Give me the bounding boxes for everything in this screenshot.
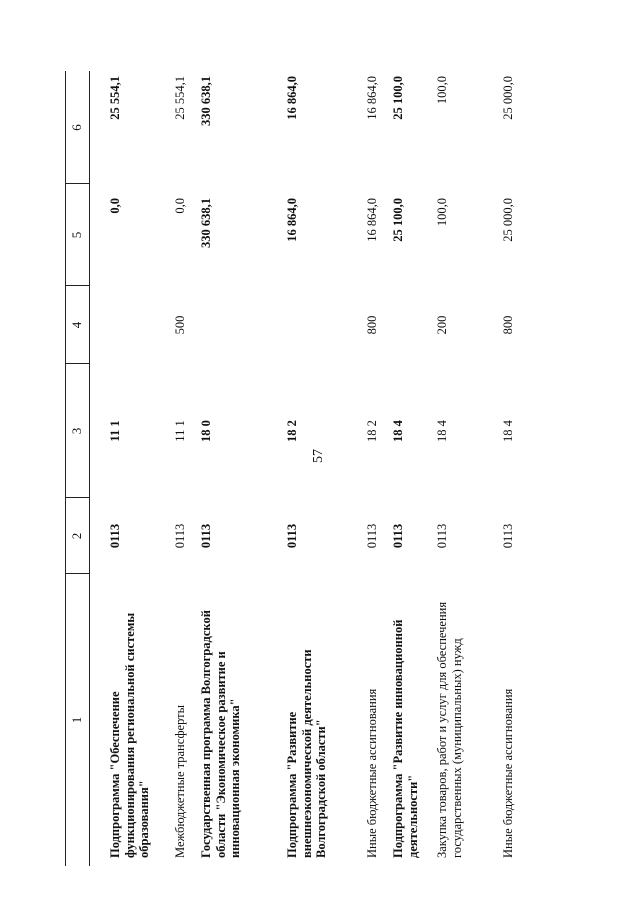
column-number-4: 4 [69, 321, 84, 329]
cell-col3: 18 2 [365, 420, 379, 442]
row-label: Подпрограмма "Развитие инновационной деятельности" [391, 619, 420, 858]
cell-col2: 0113 [173, 523, 187, 549]
cell-col6: 330 638,1 [199, 76, 213, 126]
cell-col5: 16 864,0 [285, 198, 299, 242]
column-number-6: 6 [69, 124, 84, 131]
cell-col6: 16 864,0 [365, 76, 379, 120]
cell-col5: 0,0 [173, 198, 187, 214]
cell-col5: 0,0 [108, 198, 122, 214]
cell-col6: 25 100,0 [391, 76, 405, 120]
cell-col6: 25 000,0 [501, 76, 515, 120]
cell-col3: 18 4 [391, 420, 405, 442]
cell-col2: 0113 [435, 523, 449, 549]
cell-col2: 0113 [365, 523, 379, 549]
row-label: Закупка товаров, работ и услуг для обеспечения государственных (муниципальных) нужд [435, 601, 464, 858]
cell-col3: 18 4 [435, 420, 449, 442]
page-number: 57 [311, 449, 326, 463]
cell-col4: 800 [501, 315, 515, 335]
cell-col4: 800 [365, 315, 379, 335]
header-bottom-border [89, 71, 90, 866]
cell-col2: 0113 [285, 523, 299, 549]
cell-col5: 25 100,0 [391, 198, 405, 242]
cell-col2: 0113 [108, 523, 122, 549]
cell-col6: 100,0 [435, 76, 449, 105]
cell-col2: 0113 [199, 523, 213, 549]
cell-col4: 500 [173, 315, 187, 335]
cell-col3: 18 4 [501, 420, 515, 442]
budget-table [65, 71, 531, 866]
column-number-3: 3 [69, 427, 84, 435]
cell-col3: 11 1 [173, 420, 187, 442]
cell-col5: 100,0 [435, 198, 449, 227]
cell-col5: 25 000,0 [501, 198, 515, 242]
cell-col3: 18 2 [285, 420, 299, 442]
row-label: Подпрограмма "Обеспечение функционирования региональной системы образования" [108, 612, 151, 858]
column-number-1: 1 [69, 716, 84, 724]
cell-col4: 200 [435, 315, 449, 335]
cell-col2: 0113 [391, 523, 405, 549]
cell-col6: 25 554,1 [108, 76, 122, 120]
row-label: Иные бюджетные ассигнования [365, 688, 379, 858]
row-label: Государственная программа Волгоградской области "Экономическое развитие и инновационная экономика" [199, 610, 242, 858]
cell-col3: 11 1 [108, 420, 122, 442]
row-label: Подпрограмма "Развитие внешнеэкономической деятельности Волгоградской области" [285, 649, 328, 858]
cell-col2: 0113 [501, 523, 515, 549]
column-number-5: 5 [69, 231, 84, 239]
cell-col6: 25 554,1 [173, 76, 187, 120]
column-number-2: 2 [69, 532, 84, 540]
cell-col6: 16 864,0 [285, 76, 299, 120]
cell-col5: 16 864,0 [365, 198, 379, 242]
row-label: Иные бюджетные ассигнования [501, 688, 515, 858]
cell-col3: 18 0 [199, 420, 213, 442]
cell-col5: 330 638,1 [199, 198, 213, 248]
row-label: Межбюджетные трансферты [173, 704, 187, 858]
